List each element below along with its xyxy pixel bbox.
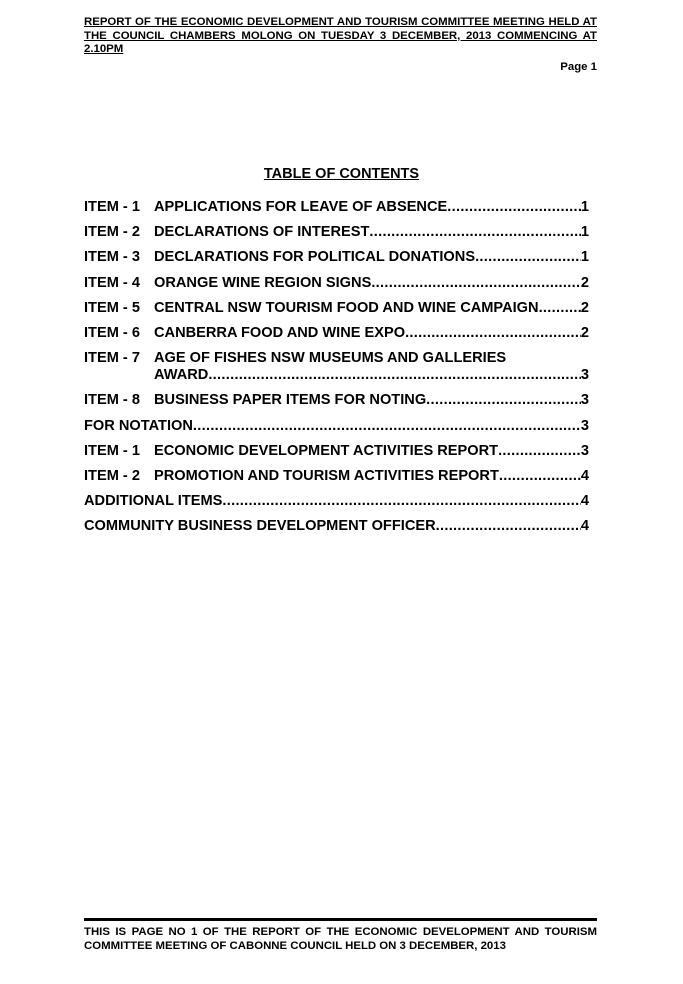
toc-item-title: BUSINESS PAPER ITEMS FOR NOTING [154,392,427,409]
toc-entry[interactable] [84,224,589,241]
toc-page-number: 4 [580,518,589,535]
toc-page-number: 3 [580,417,589,434]
toc-entry[interactable] [84,275,589,292]
toc-leader-dots [369,224,580,241]
toc-leader-dots [499,468,581,485]
toc-entry[interactable] [84,392,589,409]
toc-leader-dots [426,392,581,409]
toc-item-number: ITEM - 4 [84,274,140,291]
toc-leader-dots [193,418,581,435]
toc-entry[interactable] [84,350,589,384]
toc-section-entry[interactable] [84,518,589,535]
toc-item-title: ORANGE WINE REGION SIGNS [154,274,372,291]
toc-entry[interactable] [84,468,589,485]
toc-page-number: 4 [580,493,589,510]
toc-leader-dots [436,518,581,535]
toc-section-title: FOR NOTATION [84,417,193,434]
toc-page-number: 2 [580,299,589,316]
page-footer: THIS IS PAGE NO 1 OF THE REPORT OF THE ECONOMIC DEVELOPMENT AND TOURISM COMMITTEE MEETING OF CABONNE COUNCIL HELD ON 3 DECEMBER, 2013 [84,918,597,953]
toc-page-number: 1 [580,249,589,266]
toc-item-title: APPLICATIONS FOR LEAVE OF ABSENCE [154,199,448,215]
toc-page-number: 2 [580,274,589,291]
toc-leader-dots [208,367,581,384]
toc-item-title: AGE OF FISHES NSW MUSEUMS AND GALLERIES [154,350,507,367]
toc-item-title: DECLARATIONS FOR POLITICAL DONATIONS [154,249,476,266]
toc-item-number: ITEM - 7 [84,350,140,367]
toc-leader-dots [475,249,581,266]
toc-entry[interactable] [84,325,589,342]
toc-item-number: ITEM - 1 [84,199,140,215]
toc-page-number: 2 [580,324,589,341]
toc-heading: TABLE OF CONTENTS [263,166,420,182]
toc-page-number: 1 [580,224,589,241]
toc-item-number: ITEM - 3 [84,249,140,266]
toc-page-number: 3 [580,392,589,409]
toc-item-title: ECONOMIC DEVELOPMENT ACTIVITIES REPORT [154,442,499,459]
page-header [84,16,597,73]
toc-leader-dots [498,443,581,460]
toc-section-title: COMMUNITY BUSINESS DEVELOPMENT OFFICER [84,518,436,535]
toc-leader-dots [222,493,581,510]
toc-entry[interactable] [84,249,589,266]
toc-item-number: ITEM - 1 [84,442,140,459]
toc-item-number: ITEM - 8 [84,392,140,409]
toc-leader-dots [371,275,581,292]
toc-page-number: 3 [580,442,589,459]
report-title: REPORT OF THE ECONOMIC DEVELOPMENT AND TOURISM COMMITTEE MEETING HELD AT THE COUNCIL CHAMBERS MOLONG ON TUESDAY 3 DECEMBER, 2013 COMMENCING AT 2.10PM [84,16,597,55]
toc-leader-dots [405,325,581,342]
toc-page-number: 1 [580,199,589,215]
toc-item-number: ITEM - 2 [84,467,140,484]
toc-item-number: ITEM - 6 [84,324,140,341]
toc-leader-dots [447,199,581,216]
toc-item-title: PROMOTION AND TOURISM ACTIVITIES REPORT [154,467,499,484]
toc-entry[interactable] [84,300,589,317]
toc-entry[interactable] [84,199,589,216]
toc-section-title: ADDITIONAL ITEMS [84,493,223,510]
toc-section-entry[interactable] [84,493,589,510]
toc-page-number: 3 [580,367,589,384]
toc-item-number: ITEM - 5 [84,299,140,316]
toc-item-title: CENTRAL NSW TOURISM FOOD AND WINE CAMPAIGN [154,299,539,316]
page-number: Page 1 [560,60,597,73]
toc-entry[interactable] [84,443,589,460]
toc-item-title: DECLARATIONS OF INTEREST [154,224,370,241]
toc-item-title-continued: AWARD [154,367,209,384]
toc-page-number: 4 [580,467,589,484]
toc-item-number: ITEM - 2 [84,224,140,241]
toc-section-entry[interactable] [84,418,589,435]
table-of-contents [84,199,589,543]
toc-leader-dots [539,300,581,317]
toc-item-title: CANBERRA FOOD AND WINE EXPO [154,324,406,341]
